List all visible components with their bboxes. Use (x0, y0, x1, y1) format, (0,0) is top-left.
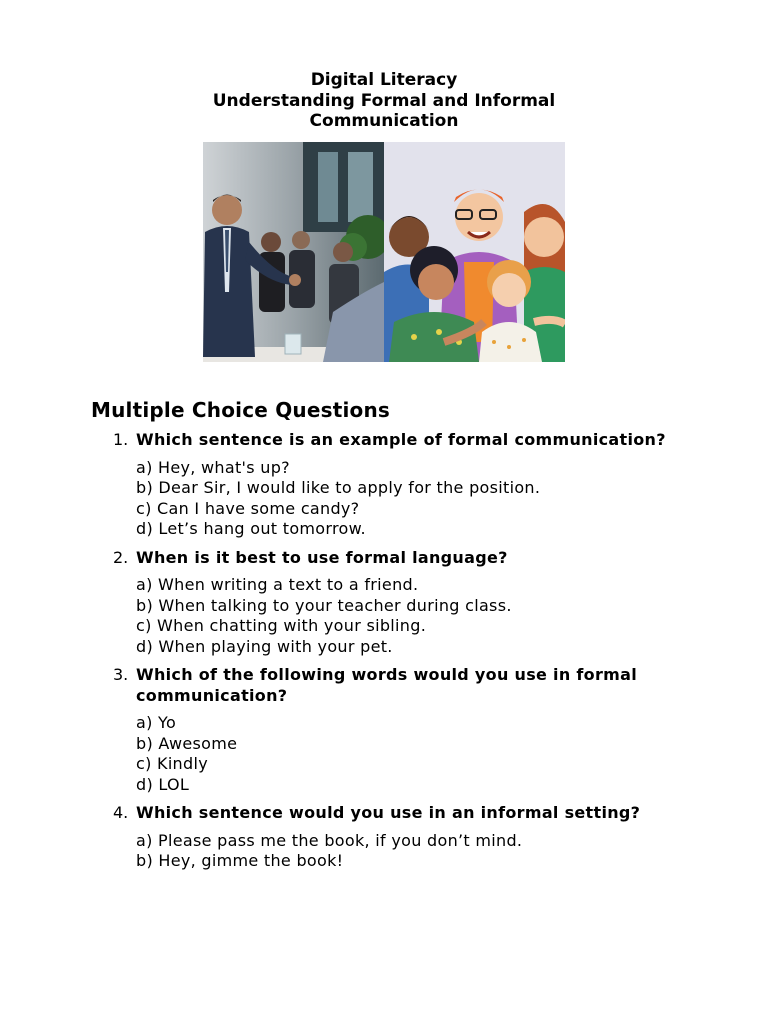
answer-option: a) Yo (136, 713, 177, 732)
question-number: 3. (113, 665, 129, 684)
question-number: 1. (113, 430, 129, 449)
question-list (113, 430, 693, 880)
question-4 (113, 803, 693, 872)
question-text: Which of the following words would you use in formal communication? (136, 665, 637, 705)
answer-option: c) Kindly (136, 754, 208, 773)
document-title (0, 70, 768, 132)
title-line-2: Understanding Formal and Informal (212, 90, 556, 111)
answer-option: a) Hey, what's up? (136, 457, 290, 477)
question-number: 2. (113, 547, 129, 567)
answer-option: a) When writing a text to a friend. (136, 575, 419, 594)
question-text: When is it best to use formal language? (136, 547, 508, 567)
answer-option: d) When playing with your pet. (136, 636, 393, 656)
title-line-1: Digital Literacy (310, 70, 458, 90)
answer-option: d) LOL (136, 774, 190, 794)
answer-option: b) Awesome (136, 733, 238, 753)
friends-illustration (384, 142, 565, 362)
question-2 (113, 548, 693, 658)
title-line-3: Communication (309, 111, 459, 131)
question-3 (113, 665, 693, 795)
question-text: Which sentence would you use in an informal setting? (136, 803, 641, 822)
question-number: 4. (113, 803, 129, 822)
answer-option: b) Hey, gimme the book! (136, 851, 344, 870)
answer-option: c) When chatting with your sibling. (136, 616, 427, 635)
answer-option: a) Please pass me the book, if you don’t mind. (136, 830, 523, 850)
answer-option: b) Dear Sir, I would like to apply for the position. (136, 478, 541, 497)
answer-option: c) Can I have some candy? (136, 498, 360, 518)
answer-option: d) Let’s hang out tomorrow. (136, 519, 366, 538)
hero-image (203, 142, 565, 362)
section-heading: Multiple Choice Questions (91, 398, 391, 422)
formal-meeting-image (203, 142, 384, 362)
question-1 (113, 430, 693, 540)
answer-option: b) When talking to your teacher during class. (136, 595, 512, 615)
question-text: Which sentence is an example of formal communication? (136, 430, 666, 449)
